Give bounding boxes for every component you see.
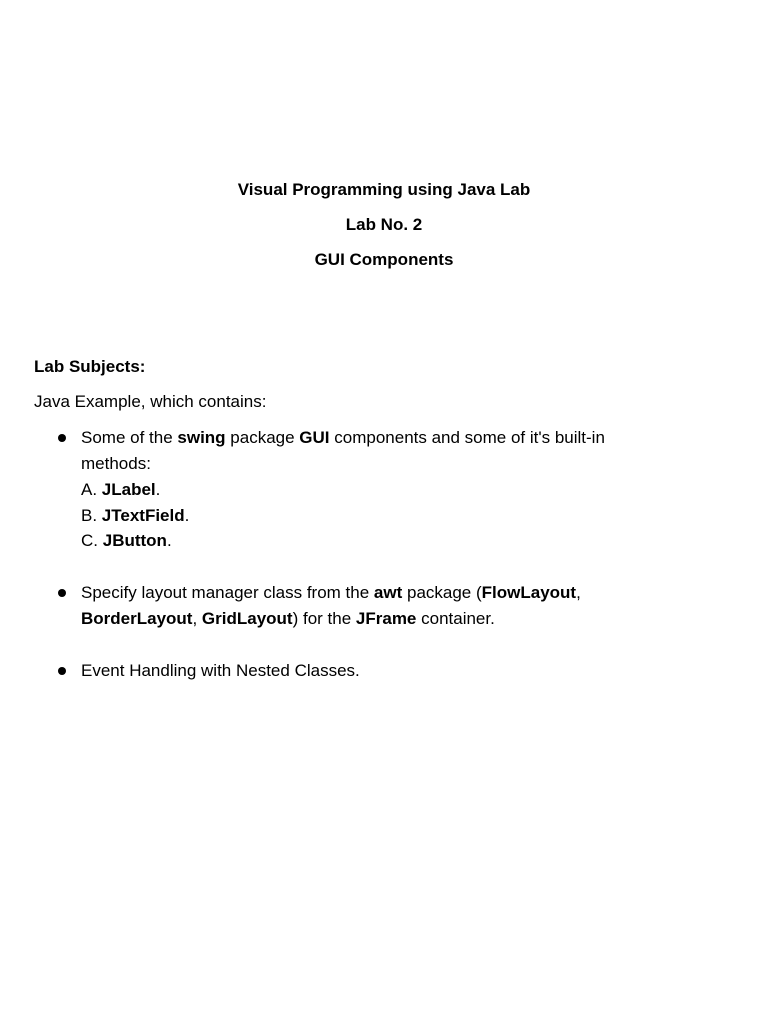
item-prefix: B. bbox=[81, 506, 102, 525]
keyword-flowlayout: FlowLayout bbox=[481, 583, 577, 602]
bullet1-line2: methods: bbox=[81, 454, 151, 473]
text-run: ) for the bbox=[292, 609, 356, 628]
sub-item-jlabel bbox=[81, 480, 160, 500]
text-run: , bbox=[576, 583, 581, 602]
text-run: Specify layout manager class from the bbox=[81, 583, 374, 602]
text-run: components and some of it's built-in bbox=[329, 428, 605, 447]
lab-number: Lab No. 2 bbox=[345, 215, 423, 234]
bullet2-line2 bbox=[81, 609, 495, 629]
keyword-gui: GUI bbox=[299, 428, 330, 447]
item-prefix: A. bbox=[81, 480, 102, 499]
item-name: JTextField bbox=[101, 506, 185, 525]
text-run: container. bbox=[416, 609, 495, 628]
keyword-jframe: JFrame bbox=[355, 609, 417, 628]
item-prefix: C. bbox=[81, 531, 103, 550]
bullet-marker bbox=[58, 589, 66, 597]
keyword-swing: swing bbox=[177, 428, 226, 447]
item-name: JButton bbox=[102, 531, 167, 550]
keyword-awt: awt bbox=[373, 583, 403, 602]
text-run: Some of the bbox=[81, 428, 178, 447]
item-suffix: . bbox=[166, 531, 172, 550]
text-run: package ( bbox=[402, 583, 482, 602]
lab-subjects-heading: Lab Subjects: bbox=[34, 357, 146, 376]
item-name: JLabel bbox=[101, 480, 156, 499]
bullet-marker bbox=[58, 667, 66, 675]
keyword-gridlayout: GridLayout bbox=[201, 609, 293, 628]
text-run: , bbox=[192, 609, 202, 628]
bullet1-line1 bbox=[81, 428, 605, 448]
bullet-marker bbox=[58, 434, 66, 442]
text-run: package bbox=[225, 428, 300, 447]
intro-text: Java Example, which contains: bbox=[34, 392, 267, 411]
document-subtitle: GUI Components bbox=[314, 250, 454, 269]
document-title: Visual Programming using Java Lab bbox=[237, 180, 531, 199]
item-suffix: . bbox=[155, 480, 161, 499]
sub-item-jbutton bbox=[81, 531, 172, 551]
keyword-borderlayout: BorderLayout bbox=[81, 609, 193, 628]
sub-item-jtextfield bbox=[81, 506, 189, 526]
item-suffix: . bbox=[184, 506, 190, 525]
bullet2-line1 bbox=[81, 583, 581, 603]
bullet3-line1: Event Handling with Nested Classes. bbox=[81, 661, 360, 680]
